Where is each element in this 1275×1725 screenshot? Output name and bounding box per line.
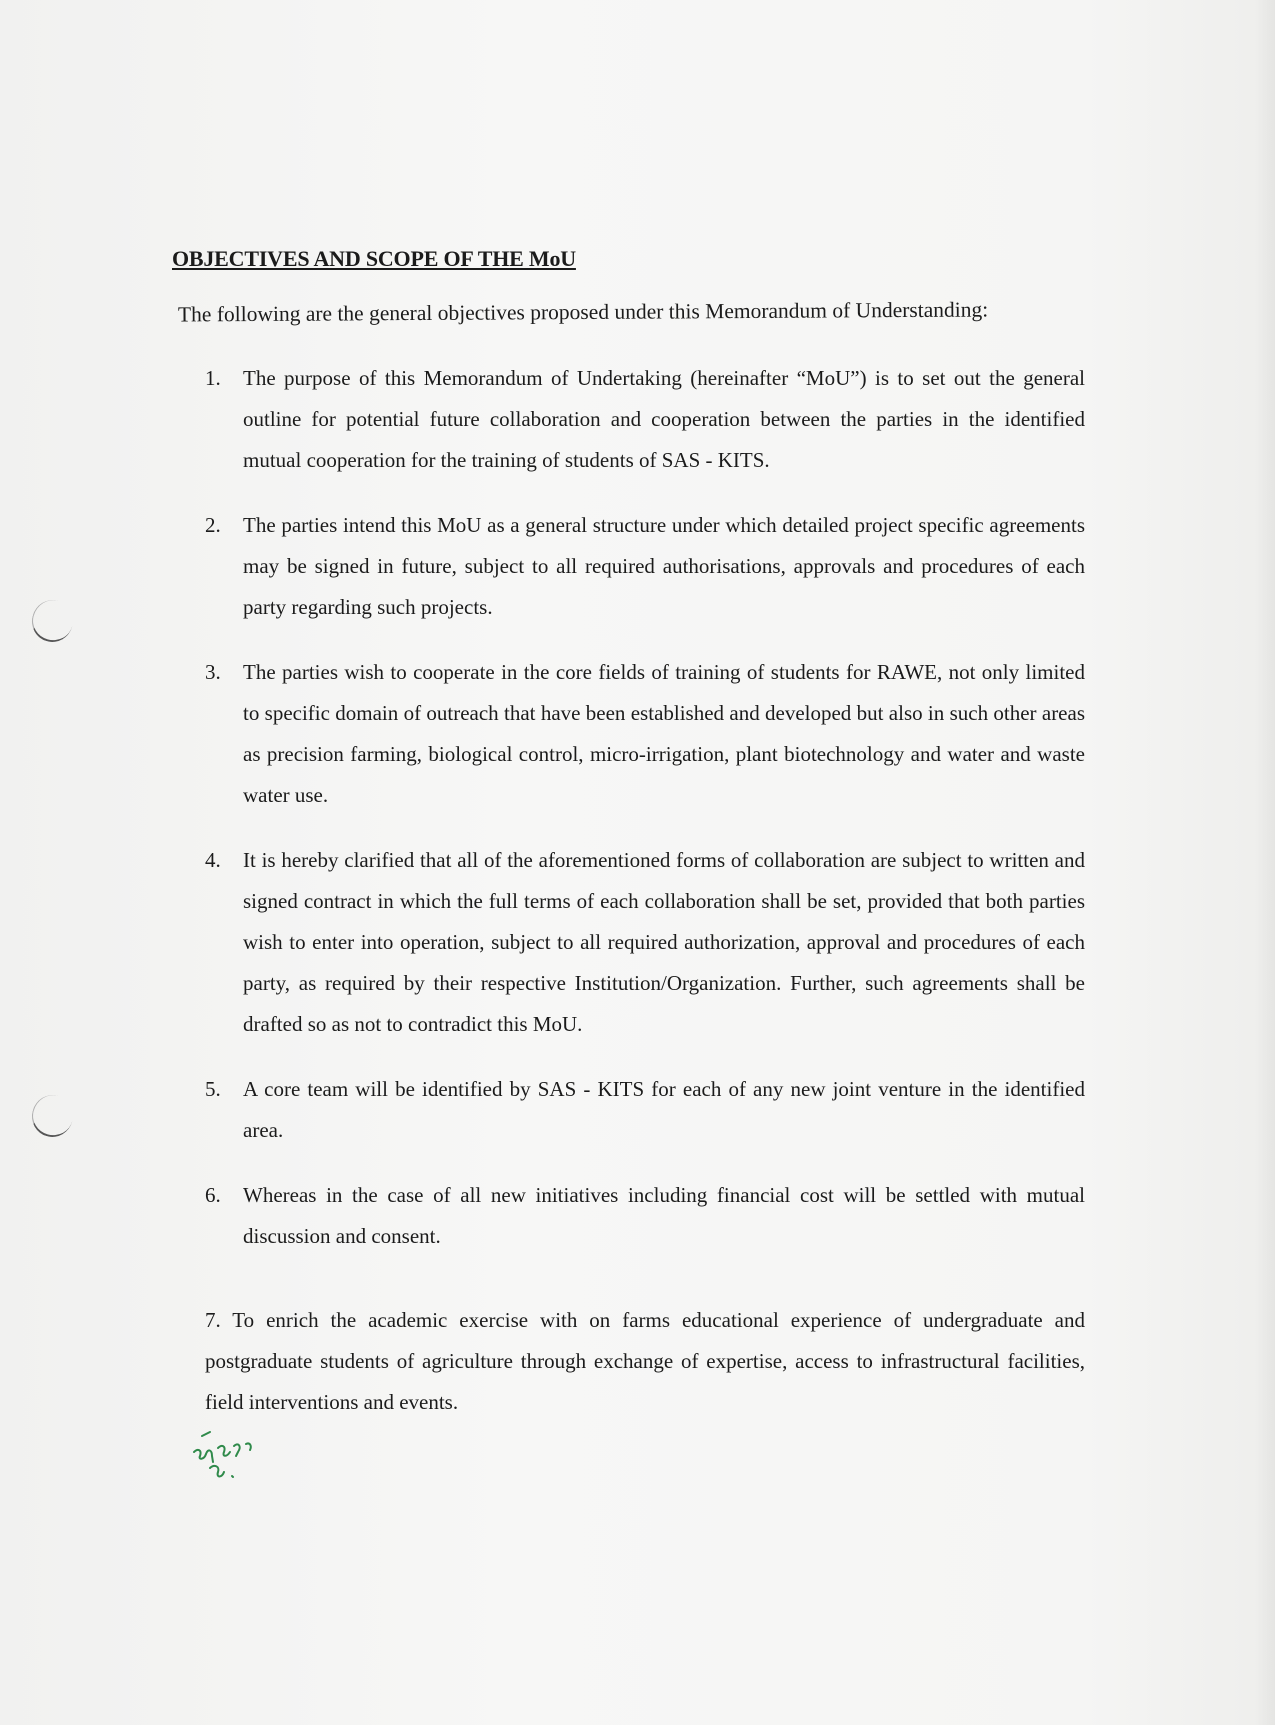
objective-number: 4. <box>205 848 221 872</box>
objective-item <box>205 652 1085 816</box>
objective-seven-paragraph: 7. To enrich the academic exercise with on farms educational experience of undergraduate and postgraduate students of agriculture through exchange of expertise, access to infrastructural facilities, field interventions and events. <box>205 1308 1085 1414</box>
objective-text: A core team will be identified by SAS - KITS for each of any new joint venture in the identified area. <box>243 1077 1085 1142</box>
objective-text: The parties intend this MoU as a general structure under which detailed project specific agreements may be signed in future, subject to all required authorisations, approvals and procedures of each party regarding such projects. <box>243 513 1085 619</box>
objective-number: 5. <box>205 1077 221 1101</box>
objective-text: Whereas in the case of all new initiatives including financial cost will be settled with mutual discussion and consent. <box>243 1183 1085 1248</box>
objective-number: 3. <box>205 660 221 684</box>
handwritten-initials-signature <box>188 1430 268 1490</box>
page-edge-shadow <box>1255 0 1275 1725</box>
objectives-list <box>205 358 1085 1281</box>
objective-item <box>205 1069 1085 1151</box>
objective-item <box>205 840 1085 1045</box>
objective-text: The parties wish to cooperate in the core fields of training of students for RAWE, not only limited to specific domain of outreach that have been established and developed but also in such other areas as precision farming, biological control, micro-irrigation, plant biotechnology and water and waste water use. <box>243 660 1085 807</box>
punch-hole-bottom <box>27 1090 77 1141</box>
objective-text: It is hereby clarified that all of the aforementioned forms of collaboration are subject to written and signed contract in which the full terms of each collaboration shall be set, provided that both parties wish to enter into operation, subject to all required authorization, approval and procedures of each party, as required by their respective Institution/Organization. Further, such agreements shall be drafted so as not to contradict this MoU. <box>243 848 1085 1036</box>
objective-item <box>205 1175 1085 1257</box>
objective-item <box>205 358 1085 481</box>
document-heading: OBJECTIVES AND SCOPE OF THE MoU <box>172 246 576 271</box>
objective-number: 2. <box>205 513 221 537</box>
objective-number: 6. <box>205 1183 221 1207</box>
intro-paragraph: The following are the general objectives proposed under this Memorandum of Understanding: <box>177 297 989 327</box>
objective-text: The purpose of this Memorandum of Undertaking (hereinafter “MoU”) is to set out the general outline for potential future collaboration and cooperation between the parties in the identified mutual cooperation for the training of students of SAS - KITS. <box>243 366 1085 472</box>
objective-item <box>205 505 1085 628</box>
objective-number: 1. <box>205 366 221 390</box>
punch-hole-top <box>27 595 77 646</box>
